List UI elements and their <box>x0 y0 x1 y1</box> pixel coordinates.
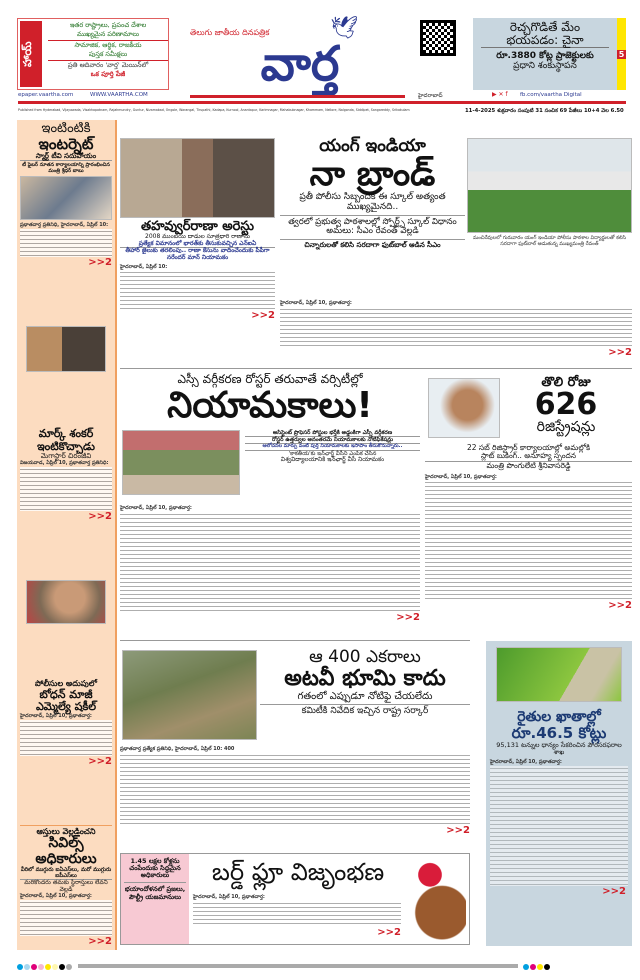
headline: సివిల్స్ <box>48 835 84 852</box>
left-story-mark[interactable] <box>20 428 112 522</box>
deck: 'కాకతీయ'కు ఇన్‌ఛార్జ్ వీసీని ఎంపిక చేసిన <box>288 450 377 457</box>
header-rule <box>18 101 626 104</box>
headline: అటవీ భూమి కాదు <box>284 665 446 691</box>
photo-inauguration <box>20 176 112 220</box>
subheadline: గతంలో ఎప్పుడూ నోటిఫై చేయలేదు <box>260 691 470 705</box>
headline: రూ.46.5 కోట్లు <box>511 724 607 743</box>
promo-line: ముఖ్యమైన పరిణామాలు <box>76 30 140 39</box>
left-story-internet[interactable] <box>20 122 112 269</box>
dateline: హైదరాబాద్, ఏప్రిల్ 10, ప్రభాతవార్త: <box>490 759 562 766</box>
kicker: పోలీసుల అదుపులో <box>35 679 97 689</box>
jobs-body <box>120 505 420 624</box>
story-400-acres[interactable] <box>260 648 470 717</box>
story-rana[interactable] <box>120 220 275 322</box>
photo-university <box>122 430 240 495</box>
published-from: Published from Hyderabad, Vijayawada, Visakhapatnam, Rajahmundry, Guntur, Nizamabad, Ongole, Warangal, Tirupathi, Kadapa, Kurnool, Anantapur, Karimnagar, Mahabubnagar, Khammam, Nellore, Nalgonda, Siddipet, Sangareddy, Srikakulam <box>18 108 410 112</box>
dateline: హైదరాబాద్, ఏప్రిల్ 10: <box>120 263 168 270</box>
photo-minister <box>428 378 500 438</box>
subheadline: మెగాస్టార్ చిరంజీవి <box>40 451 92 460</box>
deck: అసిస్టెంట్ ప్రొఫెసర్ పోస్టుల భర్తీకి అడ్డంకిగా ఎస్సీ వర్గీకరణ <box>245 430 420 437</box>
headline: ఇంటర్నెట్ <box>38 135 94 154</box>
story-appointments[interactable] <box>120 373 420 426</box>
continued-link[interactable]: >>2 <box>88 256 112 268</box>
continued-link[interactable]: >>2 <box>377 926 401 938</box>
photo-shakeel <box>26 580 106 624</box>
kicker: తొలి రోజు <box>541 375 591 390</box>
story-farmers[interactable] <box>486 641 632 946</box>
dateline: ప్రభాతవార్త ప్రత్యేక ప్రతినిధి, హైదరాబాద్, ఏప్రిల్ 10: 400 <box>120 746 235 752</box>
headline: ఇంటింటికి <box>41 121 91 136</box>
headline: ఎమ్మెల్యే షకీల్ <box>35 700 97 714</box>
subheadline: స్లాట్ బుకింగ్.. అనూహ్య స్పందన <box>425 452 632 461</box>
promo-line: ప్రతి ఆదివారం 'వార్త' మెయిన్‌లో <box>48 60 168 70</box>
city-label: హైదరాబాద్ <box>418 93 443 99</box>
continued-link[interactable]: >>2 <box>446 824 470 836</box>
body-text <box>120 512 420 612</box>
subheadline: ప్రత్యేక విమానంలో భారత్‌కు తీసుకువచ్చిన ఎన్ఐఏ <box>120 241 275 249</box>
body-text <box>20 720 112 756</box>
continued-link[interactable]: >>2 <box>251 310 275 322</box>
kicker: ఆ 400 ఎకరాలు <box>309 647 421 667</box>
headline: బర్డ్ ఫ్లూ విజృంభణ <box>211 858 385 886</box>
story-young-india[interactable] <box>280 137 465 249</box>
social-link[interactable]: fb.com/vaartha Digital <box>520 92 582 98</box>
subheadline: మరికొందరు తమకు స్థిరాస్తులు లేవని వెల్లడి <box>24 879 108 893</box>
headline: అధికారులు <box>35 850 97 867</box>
subheadline: స్మార్ట్ టీవి సదుపాయం <box>20 153 112 162</box>
divider <box>120 368 632 369</box>
deck: ఆలోచనల మార్పు వంటి పుర్తి నియామకాలకు ఇసాపాం తీసుకొనున్నారు.. <box>245 444 420 451</box>
logo: వార్త <box>260 36 340 92</box>
body-text <box>20 900 112 936</box>
subheadline: ప్రతీ పోలీసు సిబ్బందికి ఈ స్కూల్ అత్యంత ముఖ్యమైనది.. <box>280 193 465 216</box>
body-text <box>20 467 112 511</box>
flu-sidebar <box>121 854 189 944</box>
deck: టీ ఫైబర్ నూతన కార్యాలయాన్ని ప్రారంభించిన మంత్రి శ్రీధర్ బాబు <box>22 162 110 174</box>
continued-link[interactable]: >>2 <box>88 755 112 767</box>
subheadline: మంత్రి పొంగులేటి శ్రీనివాసరెడ్డి <box>486 460 571 470</box>
promo-line: సామాజిక, ఆర్థిక, రాజకీయ <box>48 40 168 50</box>
teaser-page-number: 5 <box>618 50 625 59</box>
subheadline: 95,131 టన్నుల ధాన్యం సేకరించిన పౌరసరఫరాల శాఖ <box>496 740 622 757</box>
photo-rana-taj <box>120 138 275 218</box>
kicker: ఆస్తులు వెల్లడించని <box>36 826 96 836</box>
dateline: హైదరాబాద్, ఏప్రిల్ 10, ప్రభాతవార్త: <box>120 505 192 511</box>
teaser-line3: రూ.3880 కోట్ల ప్రాజెక్టులకు <box>496 51 594 62</box>
deck: విశ్వవిద్యాలయానికి ఇన్‌ఛార్జ్ వీసీ నియామకం <box>280 455 385 463</box>
color-registration-bar <box>17 955 637 963</box>
dateline: ప్రభాతవార్త ప్రతినిధి, హైదరాబాద్, ఏప్రిల్ 10: <box>20 222 109 229</box>
subheadline: తీహార్ జైలుకు తరలింపు.. రాణా కేసును వాదించేందుకు పీపీగా నరేందర్ మాన్ నియామకం <box>125 247 270 262</box>
date-line: 11-4-2025 శుక్రవారం సంపుటి 31 సంచిక 69 పేజీలు 10+4 వెల 6.50 <box>465 108 624 114</box>
photo-cm-football <box>467 138 632 233</box>
promo-ad[interactable] <box>17 18 169 90</box>
body-text <box>425 480 632 600</box>
social-icons[interactable]: ▶ ✕ f <box>492 91 508 98</box>
epaper-link[interactable]: epaper.vaartha.com <box>18 92 74 98</box>
subheadline: 2008 ముంబయి దాడుల సూత్రధారి రాణాను <box>145 233 250 241</box>
photo-caption: మంచిరేవులలో గురువారం యంగ్ ఇండియా పోలీసు పాఠశాల విద్యార్థులతో కలిసి సరదాగా ఫుట్‌బాల్ ఆడుతున్న ముఖ్యమంత్రి రేవంత్ <box>472 235 627 247</box>
subheadline: కమిటీకి నివేదిక ఇచ్చిన రాష్ట్ర సర్కార్ <box>301 705 429 716</box>
deck: రోస్టర్ ఉత్తర్వుల అనంతరమే నియామకాలకు నోటిఫికేషన్లు <box>245 437 420 444</box>
headline: రిజిస్ట్రేషన్లు <box>536 419 596 436</box>
logo-underline <box>190 95 405 98</box>
body-text <box>490 766 628 886</box>
body-text <box>280 307 632 347</box>
headline: నియామకాలు! <box>167 385 373 427</box>
body-text <box>20 229 112 257</box>
headline-number: 626 <box>534 387 598 423</box>
dateline: హైదరాబాద్, ఏప్రిల్ 10, ప్రభాతవార్త: <box>280 300 352 306</box>
kicker: ఎస్సీ వర్గీకరణ రోస్టర్ తరువాతే వర్సిటీల్లో <box>177 372 363 386</box>
dateline: హైదరాబాద్, ఏప్రిల్ 10, ప్రభాతవార్త: <box>20 893 92 900</box>
subheadline: చిన్నారులతో కలిసి సరదాగా ఫుట్‌బాల్ ఆడిన సీఎం <box>304 240 441 249</box>
subheadline: 22 సబ్ రిజిస్ట్రార్ కార్యాలయాల్లో అమల్లోకి <box>466 443 591 452</box>
headline: ఇంటికొచ్చాడు <box>37 439 95 453</box>
promo-brand: హాయ్ <box>20 21 42 87</box>
left-story-civils[interactable] <box>20 825 112 948</box>
qr-code[interactable] <box>420 20 456 56</box>
continued-link[interactable]: >>2 <box>608 600 632 612</box>
continued-link[interactable]: >>2 <box>396 611 420 623</box>
headline: రైతుల ఖాతాల్లో <box>517 709 601 725</box>
promo-line: ఇతర రాష్ట్రాలు, ప్రపంచ దేశాల <box>69 21 147 29</box>
body-text <box>120 753 470 825</box>
promo-line: ఒక పూర్తి పేజీ <box>90 70 126 79</box>
deck: వీరిలో ముగ్గురు ఐఏఎస్‌లు, మరో ముగ్గురు ఐపీఎస్‌లు <box>20 867 112 880</box>
divider <box>120 640 470 641</box>
photo-forest-land <box>122 650 257 740</box>
continued-link[interactable]: >>2 <box>88 935 112 947</box>
continued-link[interactable]: >>2 <box>608 346 632 358</box>
young-body <box>280 300 632 359</box>
sidebar-text: 1.45 లక్షల కోళ్లను చంపేందుకు సిద్ధమైన అధికారులు <box>124 858 186 883</box>
body-text <box>193 901 401 927</box>
kicker: యంగ్ ఇండియా <box>319 136 426 156</box>
land-body <box>120 746 470 837</box>
headline: బోధన్ మాజీ <box>39 688 93 702</box>
teaser-line1: రెచ్చగొడితే మేం <box>509 20 581 34</box>
reg-subs <box>425 444 632 612</box>
website-link[interactable]: WWW.VAARTHA.COM <box>90 92 148 98</box>
story-bird-flu[interactable] <box>120 853 470 945</box>
headline: మార్క్ శంకర్ <box>38 427 94 441</box>
story-registrations[interactable] <box>500 376 632 436</box>
continued-link[interactable]: >>2 <box>602 885 626 897</box>
dateline: హైదరాబాద్, ఏప్రిల్ 10, ప్రభాతవార్త: <box>425 473 497 480</box>
photo-rooster-virus <box>406 858 466 942</box>
teaser-line2: భయపడం: చైనా <box>481 34 609 48</box>
headline: తహవ్వుర్‌రాణా అరెస్టు <box>141 219 254 234</box>
teaser-box[interactable] <box>473 18 617 90</box>
tagline: తెలుగు జాతీయ దినపత్రిక <box>190 28 270 37</box>
body-text <box>120 270 275 310</box>
left-story-shakeel[interactable] <box>20 680 112 767</box>
dateline: హైదరాబాద్, ఏప్రిల్ 10, ప్రభాతవార్త: <box>20 713 92 720</box>
subheadline: త్వరలో ప్రభుత్వ పాఠశాలల్లో స్పోర్ట్స్ స్కూల్ విధానం అమలు: సీఎం రేవంత్ వెల్లడి <box>280 216 465 240</box>
left-column <box>17 120 117 950</box>
teaser-line4: ప్రధాని శంకుస్థాపన <box>513 61 577 72</box>
jobs-decks <box>245 430 420 463</box>
continued-link[interactable]: >>2 <box>88 510 112 522</box>
dateline: విజయవాడ, ఏప్రిల్ 10, ప్రభాతవార్త ప్రతినిధి: <box>20 460 109 467</box>
headline: నా బ్రాండ్ <box>309 153 436 194</box>
sidebar-text: భయాందోళనలో ప్రజలు, పౌల్ట్రీ యజమానులు <box>124 885 186 901</box>
promo-line: పుస్తక సమీక్షలు <box>88 50 128 59</box>
dateline: హైదరాబాద్, ఏప్రిల్ 10, ప్రభాతవార్త: <box>193 894 265 900</box>
dove-icon: 🕊 <box>330 16 358 41</box>
photo-mark-shankar <box>26 326 106 372</box>
photo-paddy-cash <box>496 647 622 702</box>
